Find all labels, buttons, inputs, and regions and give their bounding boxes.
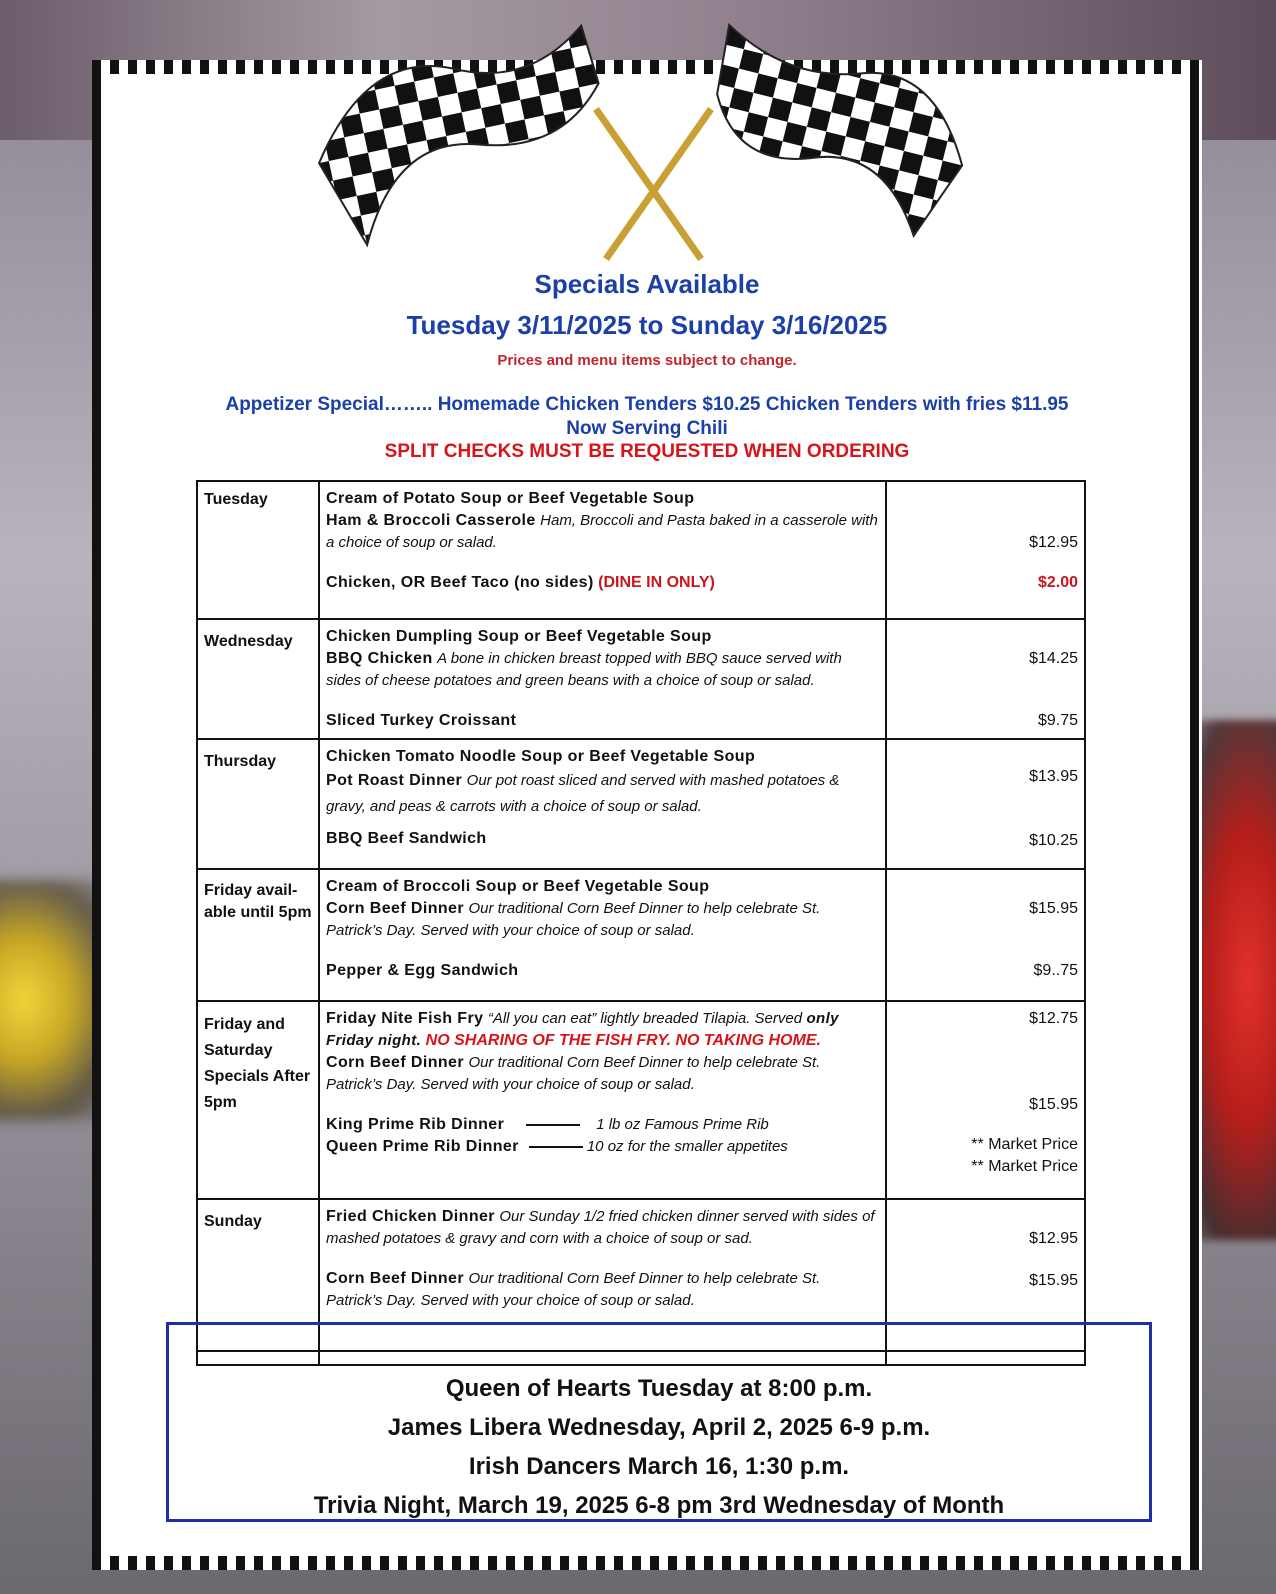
friday-saturday-prices (886, 1001, 1085, 1199)
table-row (197, 1001, 1085, 1199)
wednesday-item2-price: $9.75 (1037, 712, 1078, 729)
event-trivia-night: Trivia Night, March 19, 2025 6-8 pm 3rd Wednesday of Month (313, 1492, 1005, 1519)
table-row (197, 481, 1085, 619)
wednesday-items (319, 619, 886, 739)
wednesday-soup: Chicken Dumpling Soup or Beef Vegetable Soup (326, 628, 712, 645)
day-label-tuesday: Tuesday (197, 481, 319, 619)
event-queen-of-hearts: Queen of Hearts Tuesday at 8:00 p.m. (445, 1375, 873, 1402)
queen-prime-rib-desc: 10 oz for the smaller appetites (586, 1138, 788, 1155)
sunday-item2-name: Corn Beef Dinner (326, 1270, 464, 1287)
fish-fry-name: Friday Nite Fish Fry (326, 1010, 484, 1027)
table-row (197, 869, 1085, 1001)
thursday-item2-price: $10.25 (1029, 832, 1078, 849)
wednesday-item1-price: $14.25 (1029, 650, 1078, 667)
sunday-item2-price: $15.95 (1029, 1272, 1078, 1289)
date-range: Tuesday 3/11/2025 to Sunday 3/16/2025 (406, 310, 888, 340)
friday-soup: Cream of Broccoli Soup or Beef Vegetable Soup (326, 878, 710, 895)
wednesday-item1-desc: A bone in chicken breast topped with BBQ sauce served with sides of cheese potatoes and green beans with a choice of soup or salad. (326, 650, 842, 689)
day-label-wednesday: Wednesday (197, 619, 319, 739)
disclaimer: Prices and menu items subject to change. (497, 352, 797, 369)
day-label-friday-saturday: Friday and Saturday Specials After 5pm (197, 1001, 319, 1199)
tuesday-prices (886, 481, 1085, 619)
day-label-thursday: Thursday (197, 739, 319, 869)
fish-fry-warning: NO SHARING OF THE FISH FRY. NO TAKING HOME. (425, 1032, 821, 1049)
tuesday-item1-name: Ham & Broccoli Casserole (326, 512, 536, 529)
fish-fry-only: only Friday night. (326, 1010, 839, 1049)
wednesday-item1-name: BBQ Chicken (326, 650, 433, 667)
friday-item1-desc: Our traditional Corn Beef Dinner to help celebrate St. Patrick’s Day. Served with your choice of soup or salad. (326, 900, 821, 939)
appetizer-special: Appetizer Special…….. Homemade Chicken Tenders $10.25 Chicken Tenders with fries $11.95 (225, 394, 1069, 415)
table-row (197, 619, 1085, 739)
sunday-item2-desc: Our traditional Corn Beef Dinner to help celebrate St. Patrick’s Day. Served with your choice of soup or salad. (326, 1270, 821, 1309)
thursday-prices (886, 739, 1085, 869)
thursday-soup: Chicken Tomato Noodle Soup or Beef Vegetable Soup (326, 748, 756, 765)
day-label-sunday: Sunday (197, 1199, 319, 1351)
friday-item2-price: $9..75 (1033, 962, 1078, 979)
table-row (197, 739, 1085, 869)
tuesday-items (319, 481, 886, 619)
thursday-item2-name: BBQ Beef Sandwich (326, 830, 487, 847)
day-label-friday: Friday avail-able until 5pm (197, 869, 319, 1001)
tuesday-item2-price: $2.00 (1037, 574, 1078, 591)
menu-panel (92, 60, 1202, 1570)
dash-divider (526, 1124, 580, 1126)
tuesday-item1-price: $12.95 (1029, 534, 1078, 551)
tuesday-soup: Cream of Potato Soup or Beef Vegetable Soup (326, 490, 695, 507)
friday-item1-price: $15.95 (1029, 900, 1078, 917)
wednesday-item2-name: Sliced Turkey Croissant (326, 712, 517, 729)
friday-saturday-items (319, 1001, 886, 1199)
tuesday-item2-note: (DINE IN ONLY) (598, 574, 715, 591)
thursday-item1-name: Pot Roast Dinner (326, 772, 463, 789)
page-title: Specials Available (534, 269, 760, 299)
fri-sat-item2-name: Corn Beef Dinner (326, 1054, 464, 1071)
chili-notice: Now Serving Chili (566, 418, 728, 439)
queen-prime-rib-name: Queen Prime Rib Dinner (326, 1138, 519, 1155)
friday-item1-name: Corn Beef Dinner (326, 900, 464, 917)
sunday-item1-desc: Our Sunday 1/2 fried chicken dinner served with sides of mashed potatoes & gravy and corn with a choice of soup or sad. (326, 1208, 875, 1247)
dash-divider (529, 1146, 583, 1148)
sunday-item1-name: Fried Chicken Dinner (326, 1208, 495, 1225)
king-prime-rib-price: ** Market Price (971, 1136, 1078, 1153)
queen-prime-rib-price: ** Market Price (971, 1158, 1078, 1175)
thursday-item1-desc: Our pot roast sliced and served with mashed potatoes & gravy, and peas & carrots with a choice of soup or salad. (326, 772, 840, 815)
friday-prices (886, 869, 1085, 1001)
event-irish-dancers: Irish Dancers March 16, 1:30 p.m. (468, 1453, 850, 1480)
fish-fry-price: $12.75 (1029, 1010, 1078, 1027)
specials-table (196, 480, 1086, 1366)
event-james-libera: James Libera Wednesday, April 2, 2025 6-9 p.m. (387, 1414, 931, 1441)
thursday-item1-price: $13.95 (1029, 768, 1078, 785)
events-box (166, 1322, 1152, 1522)
tuesday-item1-desc: Ham, Broccoli and Pasta baked in a casserole with a choice of soup or salad. (326, 512, 878, 551)
thursday-items (319, 739, 886, 869)
fri-sat-item2-desc: Our traditional Corn Beef Dinner to help celebrate St. Patrick’s Day. Served with your choice of soup or salad. (326, 1054, 821, 1093)
wednesday-prices (886, 619, 1085, 739)
tuesday-item2-name: Chicken, OR Beef Taco (no sides) (326, 574, 594, 591)
fish-fry-desc: “All you can eat” lightly breaded Tilapia. Served (487, 1010, 803, 1027)
fri-sat-item2-price: $15.95 (1029, 1096, 1078, 1113)
sunday-item1-price: $12.95 (1029, 1230, 1078, 1247)
friday-items (319, 869, 886, 1001)
king-prime-rib-name: King Prime Rib Dinner (326, 1116, 505, 1133)
friday-item2-name: Pepper & Egg Sandwich (326, 962, 519, 979)
king-prime-rib-desc: 1 lb oz Famous Prime Rib (596, 1116, 769, 1133)
split-checks-notice: SPLIT CHECKS MUST BE REQUESTED WHEN ORDERING (384, 441, 910, 462)
